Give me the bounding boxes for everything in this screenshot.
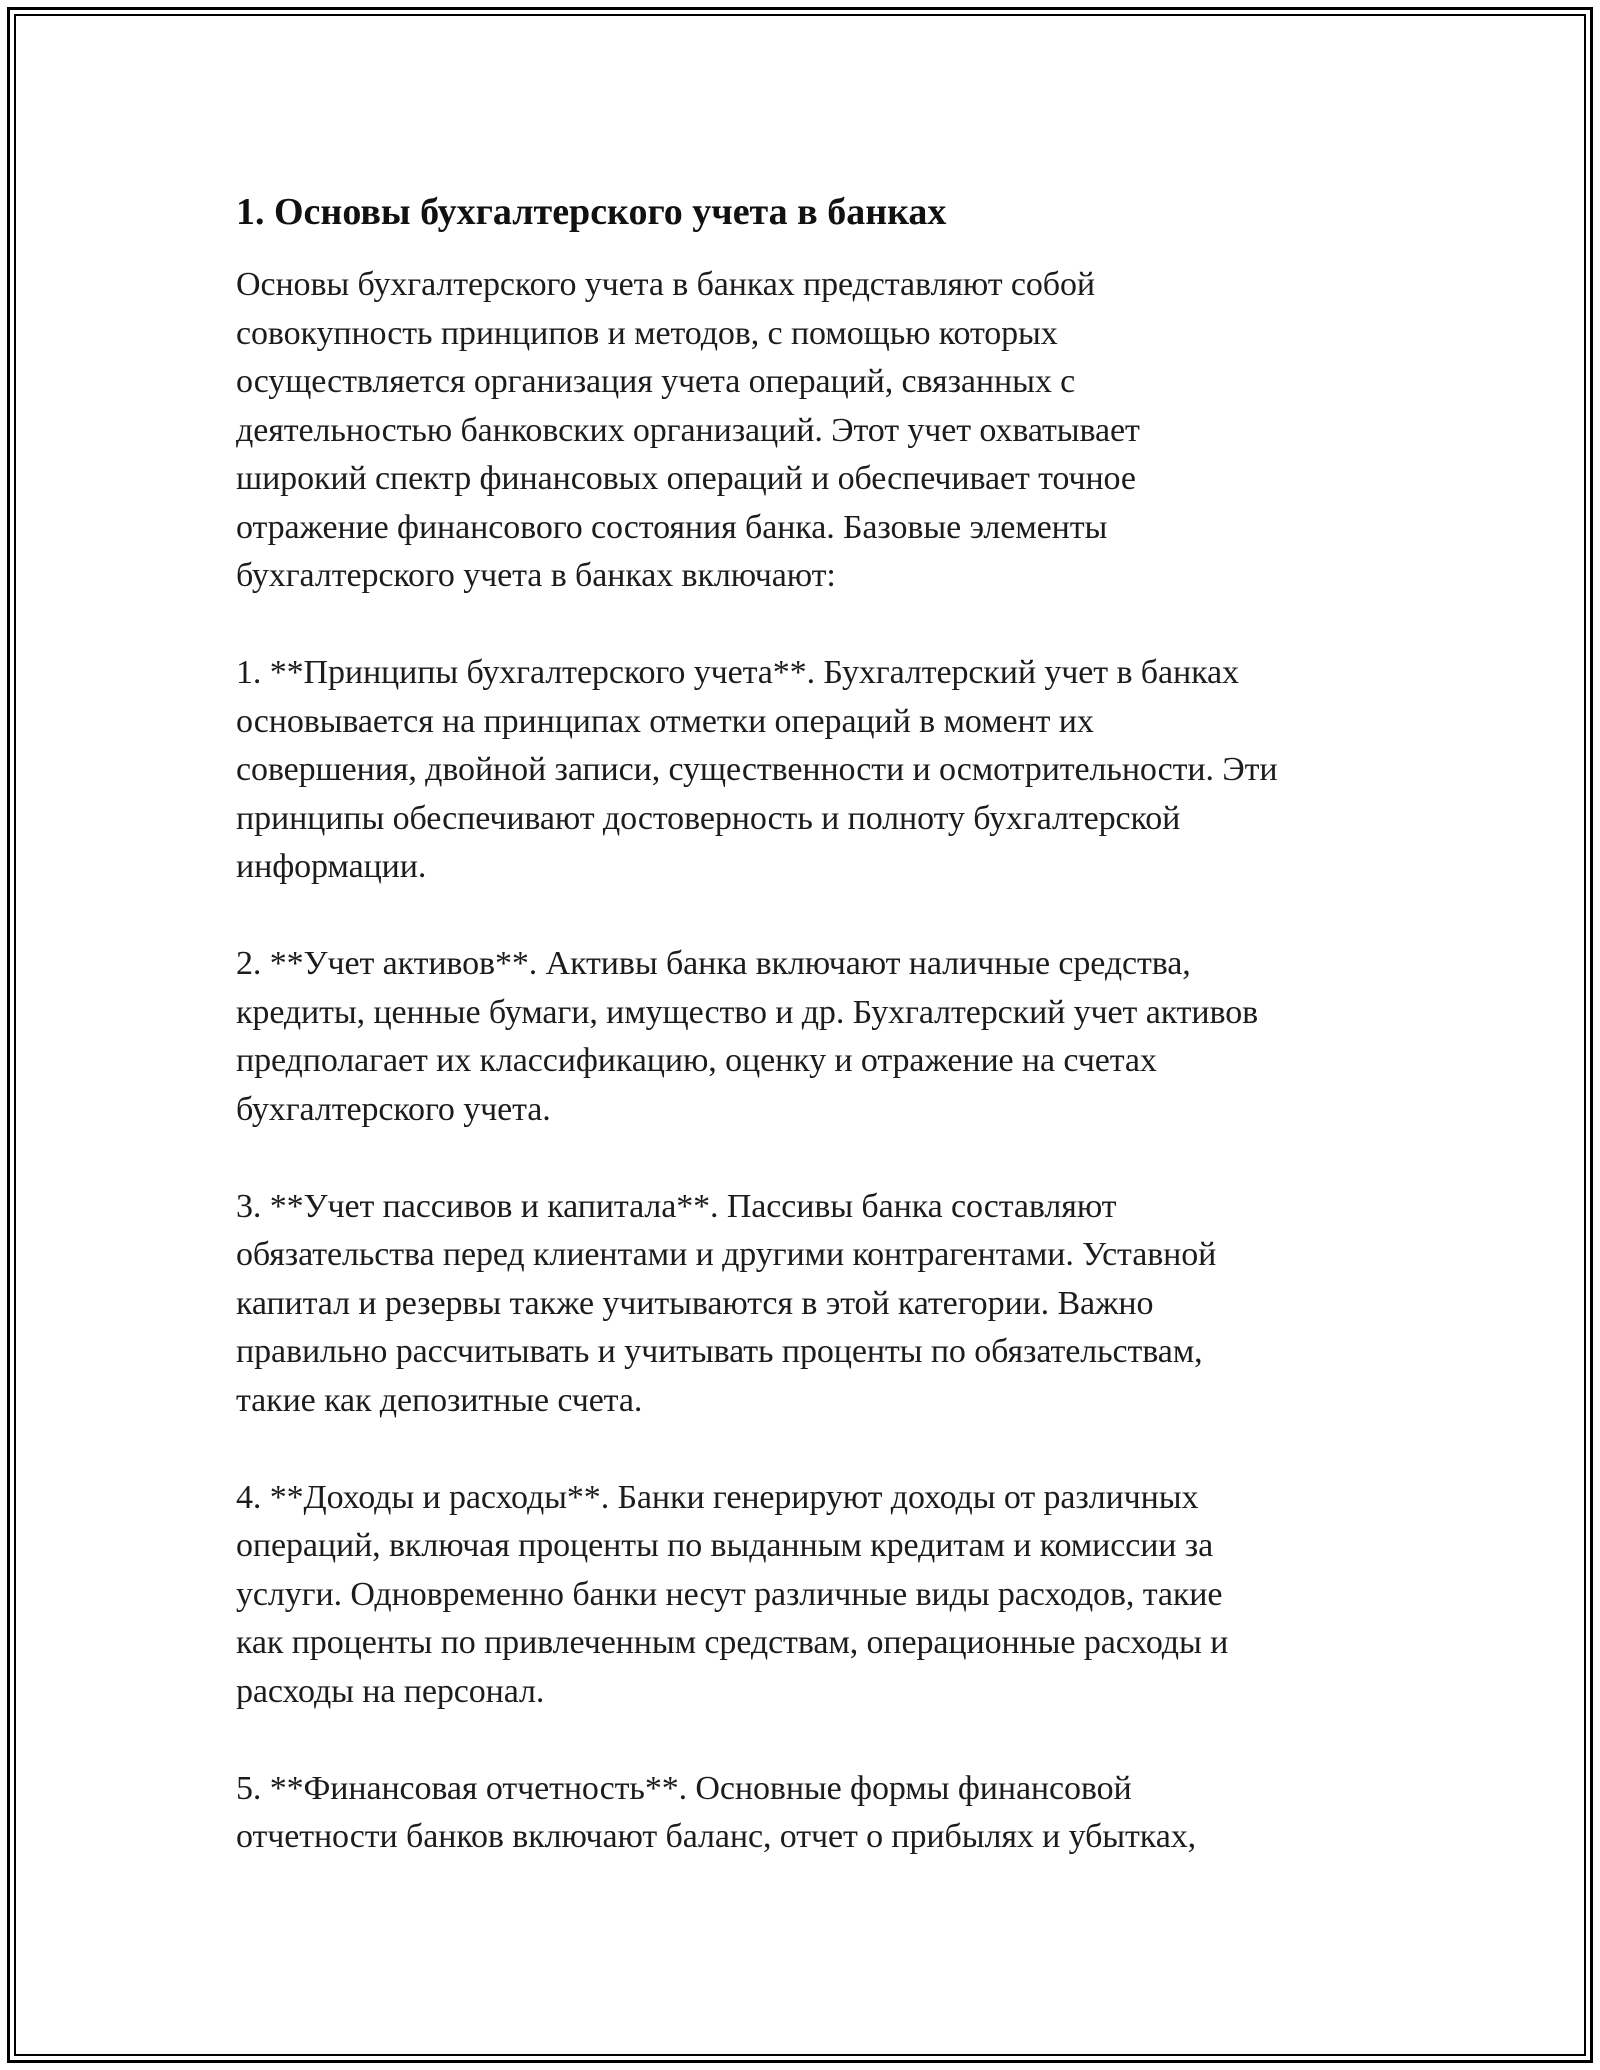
text-line: предполагает их классификацию, оценку и отражение на счетах: [236, 1042, 1157, 1079]
text-line: такие как депозитные счета.: [236, 1381, 643, 1419]
text-line: обязательства перед клиентами и другими контрагентами. Уставной: [236, 1236, 1217, 1273]
text-line: широкий спектр финансовых операций и обеспечивает точное: [236, 460, 1136, 497]
paragraph-item-1: [236, 649, 1376, 892]
text-line: совершения, двойной записи, существенности и осмотрительности. Эти: [236, 751, 1278, 788]
text-line: деятельностью банковских организаций. Этот учет охватывает: [236, 411, 1140, 449]
paragraph-item-2: [236, 940, 1376, 1134]
text-line: 5. **Финансовая отчетность**. Основные формы финансовой: [236, 1769, 1132, 1807]
text-line: 4. **Доходы и расходы**. Банки генерируют доходы от различных: [236, 1478, 1199, 1516]
document-body: [236, 188, 1376, 1862]
text-line: отчетности банков включают баланс, отчет о прибылях и убытках,: [236, 1818, 1196, 1855]
paragraph-gap: [236, 1425, 1376, 1474]
text-line: отражение финансового состояния банка. Базовые элементы: [236, 508, 1108, 546]
text-line: осуществляется организация учета операций, связанных с: [236, 363, 1076, 400]
paragraph-gap: [236, 1134, 1376, 1183]
text-line: как проценты по привлеченным средствам, операционные расходы и: [236, 1624, 1229, 1661]
paragraph-item-3: [236, 1183, 1376, 1426]
paragraph-intro: [236, 261, 1376, 601]
paragraph-gap: [236, 1716, 1376, 1765]
paragraph-item-5: [236, 1765, 1376, 1862]
text-line: капитал и резервы также учитываются в этой категории. Важно: [236, 1284, 1154, 1322]
text-line: основывается на принципах отметки операций в момент их: [236, 702, 1094, 740]
text-line: бухгалтерского учета.: [236, 1090, 551, 1128]
paragraph-gap: [236, 601, 1376, 650]
paragraph-item-4: [236, 1474, 1376, 1717]
text-line: 1. **Принципы бухгалтерского учета**. Бухгалтерский учет в банках: [236, 654, 1239, 691]
text-line: кредиты, ценные бумаги, имущество и др. Бухгалтерский учет активов: [236, 993, 1259, 1031]
text-line: расходы на персонал.: [236, 1672, 545, 1710]
text-line: правильно рассчитывать и учитывать проценты по обязательствам,: [236, 1333, 1203, 1370]
text-line: информации.: [236, 848, 427, 885]
text-line: принципы обеспечивают достоверность и полноту бухгалтерской: [236, 799, 1181, 837]
section-heading: 1. Основы бухгалтерского учета в банках: [236, 191, 947, 233]
text-line: совокупность принципов и методов, с помощью которых: [236, 314, 1058, 352]
text-line: Основы бухгалтерского учета в банках представляют собой: [236, 266, 1095, 303]
text-line: 3. **Учет пассивов и капитала**. Пассивы банка составляют: [236, 1187, 1117, 1225]
text-line: услуги. Одновременно банки несут различные виды расходов, такие: [236, 1575, 1223, 1613]
text-line: бухгалтерского учета в банках включают:: [236, 557, 836, 594]
text-line: 2. **Учет активов**. Активы банка включают наличные средства,: [236, 945, 1191, 982]
text-line: операций, включая проценты по выданным кредитам и комиссии за: [236, 1527, 1214, 1564]
paragraph-gap: [236, 892, 1376, 941]
